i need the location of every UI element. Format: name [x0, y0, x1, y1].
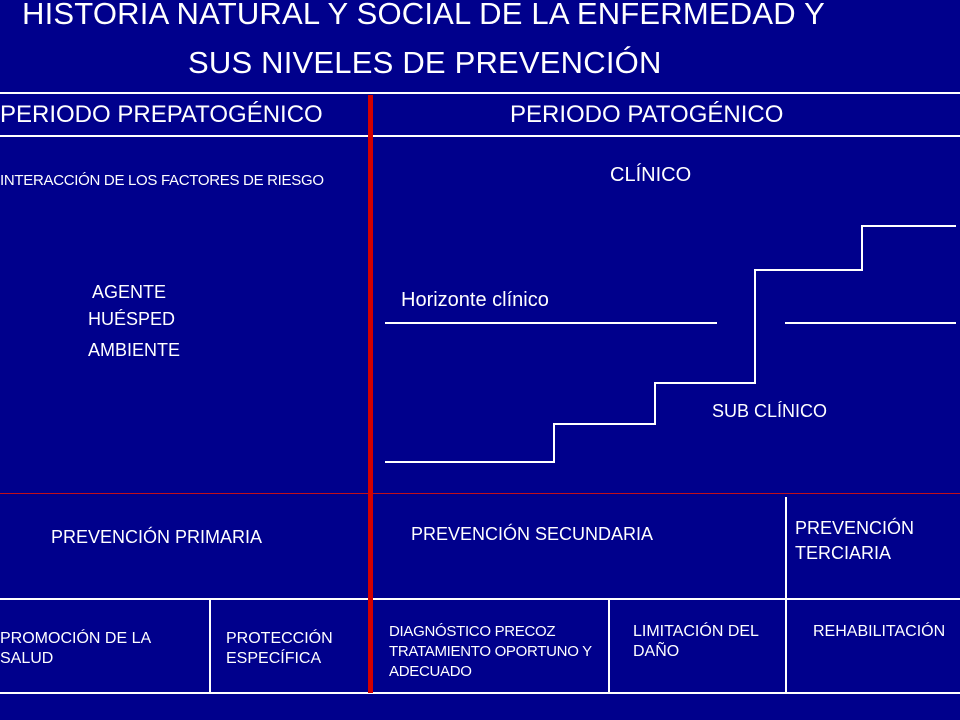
damage-limitation-label: LIMITACIÓN DEL DAÑO [633, 623, 759, 660]
clinical-horizon-label: Horizonte clínico [401, 289, 549, 311]
rehabilitation-label: REHABILITACIÓN [813, 623, 946, 640]
subclinical-label: SUB CLÍNICO [712, 401, 828, 421]
secondary-prevention-label: PREVENCIÓN SECUNDARIA [411, 524, 654, 544]
specific-protection-label: PROTECCIÓN ESPECÍFICA [226, 630, 333, 667]
title-line-1: HISTORIA NATURAL Y SOCIAL DE LA ENFERMEDAD Y [22, 0, 825, 31]
primary-prevention-label: PREVENCIÓN PRIMARIA [51, 527, 263, 547]
title-line-2: SUS NIVELES DE PREVENCIÓN [188, 45, 662, 80]
agent-label: AGENTE [92, 282, 167, 302]
environment-label: AMBIENTE [88, 340, 181, 360]
host-label: HUÉSPED [88, 309, 176, 329]
clinical-label: CLÍNICO [610, 164, 692, 186]
health-promotion-label: PROMOCIÓN DE LA SALUD [0, 630, 151, 667]
pathogenic-period-header: PERIODO PATOGÉNICO [510, 101, 784, 128]
early-diagnosis-label: DIAGNÓSTICO PRECOZ TRATAMIENTO OPORTUNO Y ADECUADO [389, 623, 592, 680]
prepathogenic-period-header: PERIODO PREPATOGÉNICO [0, 101, 323, 128]
tertiary-prevention-label: PREVENCIÓN TERCIARIA [795, 518, 915, 563]
risk-factor-interaction: INTERACCIÓN DE LOS FACTORES DE RIESGO [0, 172, 324, 189]
staircase-line [385, 226, 956, 462]
